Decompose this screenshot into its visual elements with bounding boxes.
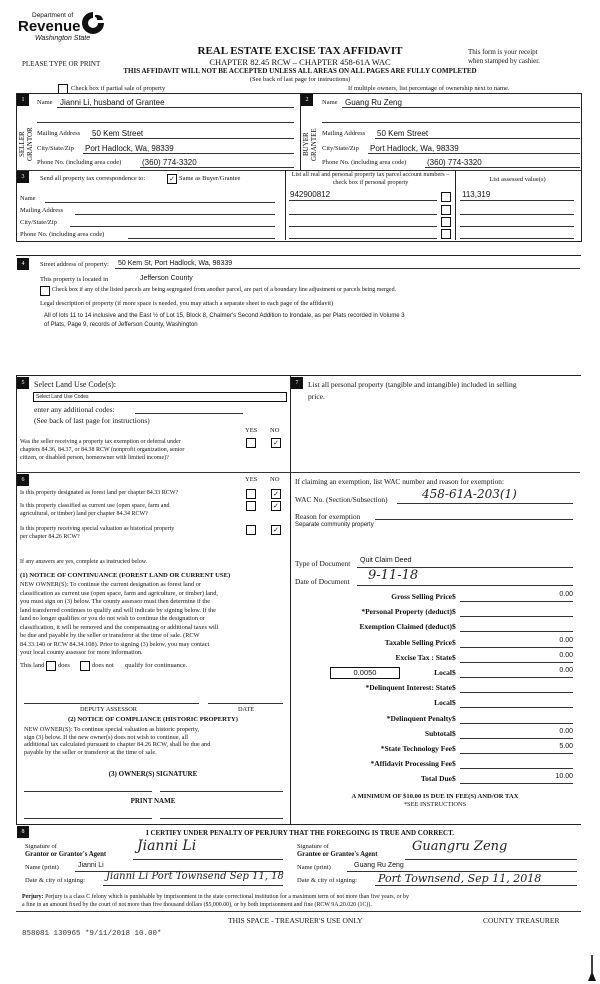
parcel-header: List all real and personal property tax parcel account numbers – check box if personal property xyxy=(291,171,450,186)
seller-mail-field[interactable]: 50 Kem Street xyxy=(92,129,144,138)
amount-label: Total Due xyxy=(420,774,452,784)
does-qualify-checkbox[interactable] xyxy=(46,661,56,671)
divider xyxy=(16,472,290,473)
amount-label: Excise Tax : State xyxy=(395,652,452,662)
grantor-date-city-field[interactable]: Jianni Li Port Townsend Sep 11, 18 xyxy=(106,871,284,882)
no-header: NO xyxy=(270,476,280,483)
section-number: 2 xyxy=(301,94,313,106)
field-line xyxy=(357,585,573,586)
dollar-sign: $ xyxy=(452,698,456,708)
field-line xyxy=(322,122,580,123)
deputy-date-line[interactable] xyxy=(208,703,283,704)
amount-label: *Delinquent Penalty xyxy=(386,713,452,723)
legal-description-line[interactable]: of Plats, Page 9, records of Jefferson County, Washington xyxy=(44,322,198,328)
field-line xyxy=(90,138,294,139)
located-label: This property is located in xyxy=(40,276,109,283)
doc-date-label: Date of Document xyxy=(295,577,350,586)
divider xyxy=(16,375,17,825)
label: City/State/Zip xyxy=(37,145,74,152)
field-line xyxy=(289,226,437,227)
field-line xyxy=(460,238,574,239)
section-number: 6 xyxy=(17,474,29,486)
grantor-signature[interactable]: Jianni Li xyxy=(137,838,197,854)
field-line xyxy=(289,214,437,215)
notice-continuance-title: (1) NOTICE OF CONTINUANCE (FOREST LAND OR CURRENT USE) xyxy=(20,572,231,579)
divider xyxy=(16,375,581,376)
amount-field[interactable] xyxy=(460,713,573,724)
amount-label: Exemption Claimed (deduct) xyxy=(359,622,452,632)
seller-phone-field[interactable]: (360) 774-3320 xyxy=(142,158,197,167)
county-field[interactable]: Jefferson County xyxy=(140,275,193,282)
dollar-sign: $ xyxy=(452,637,456,647)
buyer-phone-field[interactable]: (360) 774-3320 xyxy=(427,158,482,167)
wac-number-field[interactable]: 458-61A-203(1) xyxy=(422,487,517,501)
field-line xyxy=(375,138,580,139)
does-not-label: does not xyxy=(92,662,114,669)
amount-field[interactable] xyxy=(460,758,573,769)
historical-question: Is this property receiving special valuation as historical property per chapter 84.26 RCW? xyxy=(20,526,175,540)
field-line xyxy=(133,859,283,860)
buyer-side-label: BUYER GRANTEE xyxy=(302,128,318,161)
divider xyxy=(16,911,581,912)
grantee-agent-label: Grantee or Grantee's Agent xyxy=(297,851,378,858)
label: Phone No. (including area code) xyxy=(20,231,105,238)
assessed-header: List assessed value(s) xyxy=(489,176,546,183)
notice-line: NEW OWNER(S): To continue special valuation as historic property, xyxy=(24,726,200,733)
notice-line: 84.33.140 or RCW 84.34.108). Prior to signing (3) below, you may contact xyxy=(20,640,210,648)
grantor-agent-label: Grantor or Grantor's Agent xyxy=(25,851,107,858)
cashier-stamp: 858081 130965 *9/11/2018 10.00* xyxy=(22,930,162,938)
yes-header: YES xyxy=(245,427,258,434)
personal-property-label: List all personal property (tangible and intangible) included in selling xyxy=(308,380,517,389)
yes-header: YES xyxy=(245,476,258,483)
buyer-city-field[interactable]: Port Hadlock, Wa, 98339 xyxy=(370,144,459,153)
date-city-label: Date & city of signing: xyxy=(25,877,85,884)
amount-field[interactable] xyxy=(460,621,573,632)
grantee-signature[interactable]: Guangru Zeng xyxy=(412,839,508,854)
does-label: does xyxy=(58,662,70,669)
personal-property-checkbox[interactable] xyxy=(441,192,451,202)
forest-yes-checkbox[interactable] xyxy=(246,489,256,499)
signature-of-label: Signature of xyxy=(25,843,57,850)
personal-property-label-2: price. xyxy=(308,392,325,401)
divider xyxy=(16,255,581,256)
label: Name xyxy=(37,99,53,106)
doc-type-field[interactable]: Quit Claim Deed xyxy=(360,557,412,564)
street-address-field[interactable]: 50 Kem St, Port Hadlock, Wa, 98339 xyxy=(118,260,233,267)
notice-line: your local county assessor for more information. xyxy=(20,649,143,656)
field-line xyxy=(460,200,574,201)
historical-yes-checkbox[interactable] xyxy=(246,525,256,535)
exemption-question: Was the seller receiving a property tax exemption or deferral under chapters 84.36, 84.37, or 84.38 RCW (nonprofit organization, senior citizen, or disabled person, homeowner with limited income)? xyxy=(20,439,185,461)
doc-date-field[interactable]: 9-11-18 xyxy=(368,568,419,583)
amount-field[interactable] xyxy=(460,682,573,693)
field-line xyxy=(405,859,577,860)
personal-property-checkbox[interactable] xyxy=(441,205,451,215)
notice-line: sign (3) below. If the new owner(s) does not wish to continue, all xyxy=(24,733,188,741)
notice-line: land no longer qualifies or you do not wish to continue the designation or xyxy=(20,615,205,622)
print-name-line[interactable] xyxy=(24,818,152,819)
current-use-no-checkbox[interactable]: ✓ xyxy=(271,501,281,511)
forest-land-question: Is this property designated as forest land per chapter 84.33 RCW? xyxy=(20,490,179,496)
same-as-buyer-label: Same as Buyer/Grantee xyxy=(179,175,241,182)
additional-codes-field[interactable] xyxy=(135,413,243,414)
field-line xyxy=(83,153,294,154)
amount-label: Subtotal xyxy=(424,728,452,738)
parcel-number[interactable]: 942900812 xyxy=(290,190,331,199)
grantee-date-city-field[interactable]: Port Townsend, Sep 11, 2018 xyxy=(378,872,542,885)
grantor-name-field[interactable]: Jianni Li xyxy=(78,862,104,869)
seller-city-field[interactable]: Port Hadlock, Wa, 98339 xyxy=(85,144,174,153)
notice-line: NEW OWNER(S): To continue the current designation as forest land or xyxy=(20,581,201,588)
chapter-ref: CHAPTER 82.45 RCW – CHAPTER 458-61A WAC xyxy=(209,57,391,67)
amount-field[interactable]: 0.00 xyxy=(460,652,573,663)
amount-field[interactable] xyxy=(460,697,573,708)
notice-compliance-text xyxy=(24,726,210,756)
divider xyxy=(290,375,291,825)
amount-field[interactable]: 5.00 xyxy=(460,743,573,754)
label: Phone No. (including area code) xyxy=(322,159,407,166)
minimum-due-note: A MINIMUM OF $10.00 IS DUE IN FEE(S) AND/OR TAX xyxy=(351,793,519,800)
notice-continuance-text xyxy=(20,581,218,658)
field-line xyxy=(397,503,573,504)
dollar-sign: $ xyxy=(452,713,456,723)
name-print-label: Name (print) xyxy=(25,864,59,871)
seller-side-label: SELLER GRANTOR xyxy=(18,127,34,162)
section-number: 3 xyxy=(17,171,29,183)
deputy-assessor-label: DEPUTY ASSESSOR xyxy=(80,706,137,713)
correspondence-label: Send all property tax correspondence to: xyxy=(40,175,146,182)
owner-signature-line[interactable] xyxy=(160,791,283,792)
dollar-sign: $ xyxy=(452,744,456,753)
field-line xyxy=(375,519,573,520)
same-as-buyer-checkbox[interactable]: ✓ xyxy=(167,174,177,184)
historical-no-checkbox[interactable]: ✓ xyxy=(271,525,281,535)
perjury-notice: Perjury: Perjury is a class C felony which is punishable by imprisonment in the state correctional institution for a maximum term of not more than five years, or by a fine in an amount fixed by the court of not more than five thousand dollars ($5,000.00), or by both imprisonment and fine (RCW 9A.20.020 (1C)). xyxy=(22,894,409,908)
field-line xyxy=(342,107,580,108)
if-yes-note: If any answers are yes, complete as instructed below. xyxy=(20,559,148,565)
label: Name xyxy=(322,99,338,106)
dollar-sign: $ xyxy=(452,728,456,738)
reason-field[interactable]: Separate community property xyxy=(295,522,374,528)
notice-line: additional tax calculated pursuant to chapter 84.26 RCW, shall be due and xyxy=(24,741,211,748)
corr-city-field[interactable] xyxy=(70,226,275,227)
print-name-line[interactable] xyxy=(160,818,283,819)
assessed-value[interactable]: 113,319 xyxy=(462,190,491,199)
divider xyxy=(285,170,286,240)
deputy-signature-line[interactable] xyxy=(24,703,199,704)
legal-label: Legal description of property (if more space is needed, you may attach a separate sheet to each page of the affidavit) xyxy=(40,300,334,307)
see-back-note: (See back of last page for instructions) xyxy=(249,76,351,83)
owner-signature-label: (3) OWNER(S) SIGNATURE xyxy=(108,770,198,778)
field-line xyxy=(425,167,580,168)
qualify-label: qualify for continuance. xyxy=(125,662,188,669)
dollar-sign: $ xyxy=(452,668,456,677)
field-line xyxy=(375,885,577,886)
local-rate-field[interactable]: 0.0050 xyxy=(330,667,400,679)
warning-text: THIS AFFIDAVIT WILL NOT BE ACCEPTED UNLESS ALL AREAS ON ALL PAGES ARE FULLY COMPLETED xyxy=(123,67,477,75)
current-use-question: Is this property classified as current use (open space, farm and agricultural, or timber) land per chapter 84.34 RCW? xyxy=(20,503,170,517)
notice-line: classification as current use (open space, farm and agriculture, or timber) land, xyxy=(20,589,218,597)
amount-label: *State Technology Fee xyxy=(380,744,452,753)
name-print-label: Name (print) xyxy=(297,864,331,871)
land-use-label: Select Land Use Code(s): xyxy=(34,380,116,389)
label: Mailing Address xyxy=(322,130,366,137)
receipt-note-2: when stamped by cashier. xyxy=(468,57,540,65)
notice-line: be due and payable by the seller or transferor at the time of sale. (RCW xyxy=(20,632,200,639)
field-line xyxy=(460,214,574,215)
amount-label: Taxable Selling Price xyxy=(384,637,452,647)
legal-description-line[interactable]: All of lots 11 to 14 inclusive and the East ½ of Lot 15, Block 8, Chalmer's Second Addition to Irondale, as per Plats recorded in Volume 3 xyxy=(44,313,405,319)
personal-property-checkbox[interactable] xyxy=(441,229,451,239)
section-number: 1 xyxy=(17,94,29,106)
amount-label: Local xyxy=(434,668,452,677)
reason-label: Reason for exemption xyxy=(295,512,361,521)
label: Mailing Address xyxy=(20,207,64,214)
multiple-owners-note: If multiple owners, list percentage of ownership next to name. xyxy=(348,85,510,92)
seller-name-field[interactable]: Jianni Li, husband of Grantee xyxy=(60,98,165,107)
partial-sale-label: Check box if partial sale of property xyxy=(71,85,166,92)
buyer-mail-field[interactable]: 50 Kem Street xyxy=(377,129,429,138)
section-number: 7 xyxy=(291,377,303,389)
section-number: 5 xyxy=(17,377,29,389)
segregated-label: Check box if any of the listed parcels are being segregated from another parcel, are part of a boundary line adjustment or parcels being merged. xyxy=(52,287,397,293)
field-line xyxy=(103,885,283,886)
section-number: 4 xyxy=(17,258,29,270)
treasurer-space-label: THIS SPACE - TREASURER'S USE ONLY xyxy=(228,916,363,925)
divider xyxy=(16,824,581,825)
field-line xyxy=(140,167,294,168)
buyer-name-field[interactable]: Guang Ru Zeng xyxy=(345,98,402,107)
type-print-note: PLEASE TYPE OR PRINT xyxy=(22,60,101,68)
field-line xyxy=(289,200,437,201)
amount-field[interactable]: 0.00 xyxy=(460,667,573,678)
dollar-sign: $ xyxy=(452,774,456,784)
corr-name-field[interactable] xyxy=(45,202,275,203)
field-line xyxy=(115,268,580,269)
amount-field[interactable]: 0.00 xyxy=(460,637,573,648)
notice-line: classification, it will be removed and the compensating or additional taxes will xyxy=(20,623,219,631)
label: Mailing Address xyxy=(37,130,81,137)
section-number: 8 xyxy=(17,826,29,838)
amount-label: *Delinquent Interest: State xyxy=(365,683,452,693)
excise-tax-affidavit-page: Department of Revenue Washington State REAL ESTATE EXCISE TAX AFFIDAVIT PLEASE TYPE OR PRINT CHAPTER 82.45 RCW – CHAPTER 458-61A WAC This form is your receipt when stamped by cashier. THIS AFFIDAVIT WILL NOT BE ACCEPTED UNLESS ALL AREAS ON ALL PAGES ARE FULLY COMPLETED (See back of last page for instructions) Check box if partial sale of property If multiple owners, list percentage of ownership next to name. 1 2 SELLER GRANTOR BUYER GRANTEE Name Jianni Li, husband of Grantee Mailing Address 50 Kem Street City/State/Zip Port Hadlock, Wa, 98339 Phone No. (including area code) (360) 774-3320 Name Guang Ru Zeng Mailing Address 50 Kem Street City/State/Zip Port Hadlock, Wa, 98339 Phone No. (including area code) (360) 774-3320 3 Send all property tax correspondence to: ✓ Same as Buyer/Grantee Name Mailing Address City/State/Zip Phone No. (including area code) List all real and personal property tax parcel account numbers – check box if personal property 942900812 List assessed value(s) 113,319 4 Street address of property: 50 Kem St, Port Hadlock, Wa, 98339 This property is located in Jefferson County Check box if any of the listed parcels are being segregated from another parcel, are part of a boundary line adjustment or parcels being merged. Legal description of property (if more space is needed, you may attach a separate sheet to each page of the affidavit) All of lots 11 to 14 inclusive and the East ½ of Lot 15, Block 8, Chalmer's Second Addition to Irondale, as per Plats recorded in Volume 3 of Plats, Page 9, records of Jefferson County, Washington 5 Select Land Use Code(s): Select Land Use Codes enter any additional codes: (See back of last page for instructions) YES NO Was the seller receiving a property tax exemption or deferral under chapters 84.36, 84.37, or 84.38 RCW (nonprofit organization, senior citizen, or disabled person, homeowner with limited income)? ✓ 6 YES NO Is this property designated as forest land per chapter 84.33 RCW? ✓ Is this property classified as current use (open space, farm and agricultural, or timber) land per chapter 84.34 RCW? ✓ Is this property receiving special valuation as historical property per chapter 84.26 RCW? ✓ If any answers are yes, complete as instructed below. (1) NOTICE OF CONTINUANCE (FOREST LAND OR CURRENT USE) NEW OWNER(S): To continue the current designation as forest land or classification as current use (open space, farm and agriculture, or timber) land, you must sign on (3) below. The county assessor must then determine if the land transferred continues to qualify and will indicate by signing below. If the land no longer qualifies or you do not wish to continue the designation or classification, it will be removed and the compensating or additional taxes will be due and payable by the seller or transferor at the time of sale. (RCW 84.33.140 or RCW 84.34.108). Prior to signing (3) below, you may contact your local county assessor for more information. This land does does not qualify for continuance. DEPUTY ASSESSOR DATE (2) NOTICE OF COMPLIANCE (HISTORIC PROPERTY) NEW OWNER(S): To continue special valuation as historic property, sign (3) below. If the new owner(s) does not wish to continue, all additional tax calculated pursuant to chapter 84.26 RCW, shall be due and payable by the seller or transferor at the time of sale. (3) OWNER(S) SIGNATURE PRINT NAME 7 List all personal property (tangible and intangible) included in selling price. If claiming an exemption, list WAC number and reason for exemption: WAC No. (Section/Subsection) 458-61A-203(1) Reason for exemption Separate community property Type of Document Quit Claim Deed Date of Document 9-11-18 Gross Selling Price $ 0.00 *Personal Property (deduct) $ Exemption Claimed (deduct) $ Taxable Selling Price $ 0.00 Excise Tax : State $ 0.00 Local $ 0.00 *Delinquent Interest: State $ Local $ *Delinquent Penalty $ Subtotal $ 0.00 *State Technology Fee $ 5.00 *Affidavit Processing Fee $ Total Due $ 10.00 0.0050 A MINIMUM OF $10.00 IS DUE IN FEE(S) AND/OR TAX *SEE INSTRUCTIONS 8 I CERTIFY UNDER PENALTY OF PERJURY THAT THE FOREGOING IS TRUE AND CORRECT. Signature of Grantor or Grantor's Agent Jianni Li Name (print) Jianni Li Date & city of signing: Jianni Li Port Townsend Sep 11, 18 Signature of Grantee or Grantee's Agent Guangru Zeng Name (print) Guang Ru Zeng Date & city of signing: Port Townsend, Sep 11, 2018 Perjury: Perjury is a class C felony which is punishable by imprisonment in the state correctional institution for a maximum term of not more than five years, or by a fine in an amount fixed by the court of not more than five thousand dollars ($5,000.00), or by both imprisonment and fine (RCW 9A.20.020 (1C)). THIS SPACE - TREASURER'S USE ONLY COUNTY TREASURER 858081 130965 *9/11/2018 10.00* xyxy=(0,0,600,984)
segregated-checkbox[interactable] xyxy=(40,286,50,296)
notice-line: payable by the seller or transferor at the time of sale. xyxy=(24,748,157,756)
no-header: NO xyxy=(270,427,280,434)
amount-label: Local xyxy=(434,698,452,708)
grantee-name-field[interactable]: Guang Ru Zeng xyxy=(354,862,404,869)
print-name-label: PRINT NAME xyxy=(130,797,176,805)
amount-field[interactable]: 0.00 xyxy=(460,728,573,739)
dollar-sign: $ xyxy=(452,592,456,601)
amount-field[interactable]: 10.00 xyxy=(460,773,573,784)
scan-artifact xyxy=(588,955,596,981)
wac-label: WAC No. (Section/Subsection) xyxy=(295,495,388,504)
see-back-note: (See back of last page for instructions) xyxy=(34,416,150,425)
label: City/State/Zip xyxy=(20,219,57,226)
field-line xyxy=(460,226,574,227)
receipt-note: This form is your receipt xyxy=(468,48,538,56)
field-line xyxy=(57,107,294,108)
dollar-sign: $ xyxy=(452,622,456,632)
dollar-sign: $ xyxy=(452,652,456,662)
divider xyxy=(290,472,580,473)
street-label: Street address of property: xyxy=(40,261,109,268)
label: Phone No. (including area code) xyxy=(37,159,122,166)
corr-mail-field[interactable] xyxy=(75,214,275,215)
notice-line: land transferred continues to qualify and will indicate by signing below. If the xyxy=(20,606,216,614)
county-treasurer-label: COUNTY TREASURER xyxy=(483,916,560,925)
form-title: REAL ESTATE EXCISE TAX AFFIDAVIT xyxy=(197,45,403,57)
dollar-sign: $ xyxy=(452,607,456,617)
land-use-select[interactable]: Select Land Use Codes xyxy=(33,392,287,402)
amount-label: *Affidavit Processing Fee xyxy=(370,759,452,769)
see-instructions-note: *SEE INSTRUCTIONS xyxy=(403,801,467,808)
corr-phone-field[interactable] xyxy=(128,238,275,239)
signature-of-label: Signature of xyxy=(297,843,329,850)
amount-field[interactable]: 0.00 xyxy=(460,591,573,602)
amount-label: Gross Selling Price xyxy=(391,592,452,601)
exemption-label: If claiming an exemption, list WAC number and reason for exemption: xyxy=(295,477,505,486)
certify-title: I CERTIFY UNDER PENALTY OF PERJURY THAT THE FOREGOING IS TRUE AND CORRECT. xyxy=(145,829,454,837)
notice-compliance-title: (2) NOTICE OF COMPLIANCE (HISTORIC PROPERTY) xyxy=(68,716,238,723)
label: City/State/Zip xyxy=(322,145,359,152)
personal-property-checkbox[interactable] xyxy=(441,217,451,227)
does-not-qualify-checkbox[interactable] xyxy=(80,661,90,671)
amount-field[interactable] xyxy=(460,606,573,617)
dollar-sign: $ xyxy=(452,759,456,769)
date-city-label: Date & city of signing: xyxy=(297,877,357,884)
additional-codes-label: enter any additional codes: xyxy=(34,405,115,414)
current-use-yes-checkbox[interactable] xyxy=(246,501,256,511)
notice-line: you must sign on (3) below. The county assessor must then determine if the xyxy=(20,598,211,605)
doc-type-label: Type of Document xyxy=(295,559,351,568)
field-line xyxy=(289,238,437,239)
field-line xyxy=(37,122,294,123)
exemption-yes-checkbox[interactable] xyxy=(246,438,256,448)
date-label: DATE xyxy=(238,706,255,713)
field-line xyxy=(368,153,580,154)
exemption-no-checkbox[interactable]: ✓ xyxy=(271,438,281,448)
dor-logo-swirl-icon xyxy=(80,10,106,36)
this-land-label: This land xyxy=(20,662,45,669)
owner-signature-line[interactable] xyxy=(24,791,152,792)
amount-label: *Personal Property (deduct) xyxy=(361,607,452,617)
label: Name xyxy=(20,195,36,202)
dollar-sign: $ xyxy=(452,683,456,693)
forest-no-checkbox[interactable]: ✓ xyxy=(271,489,281,499)
